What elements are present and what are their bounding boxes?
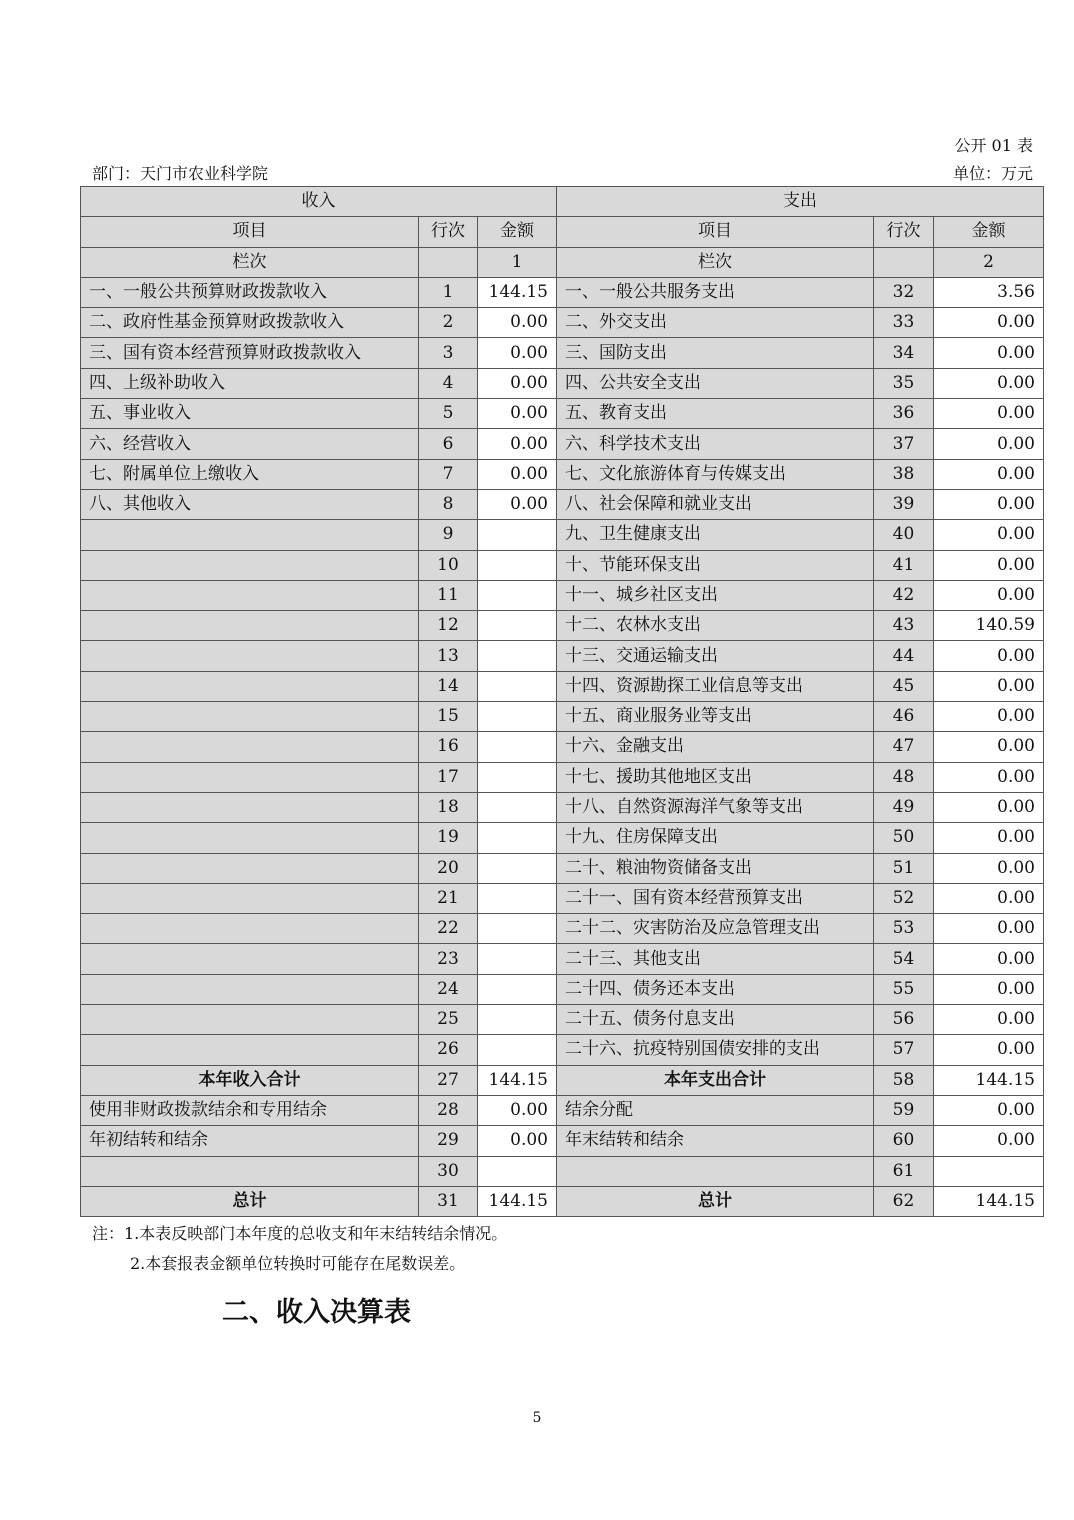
table-row — [81, 823, 1044, 853]
income-amount: 144.15 — [478, 277, 557, 307]
income-amount — [478, 1035, 557, 1065]
expense-item: 二十三、其他支出 — [557, 944, 874, 974]
expense-amount: 0.00 — [934, 853, 1044, 883]
table-row — [81, 641, 1044, 671]
expense-item: 十三、交通运输支出 — [557, 641, 874, 671]
expense-item: 二十、粮油物资储备支出 — [557, 853, 874, 883]
expense-amount: 0.00 — [934, 1035, 1044, 1065]
expense-line-no: 36 — [874, 399, 934, 429]
income-col-number: 1 — [478, 247, 557, 277]
table-row — [81, 762, 1044, 792]
income-item — [81, 762, 419, 792]
expense-item: 五、教育支出 — [557, 399, 874, 429]
table-row — [81, 1035, 1044, 1065]
income-line-no: 15 — [419, 702, 478, 732]
income-item — [81, 974, 419, 1004]
income-amount: 0.00 — [478, 489, 557, 519]
expense-amount: 0.00 — [934, 1005, 1044, 1035]
table-row — [81, 489, 1044, 519]
table-row — [81, 399, 1044, 429]
subtotal-row — [81, 1065, 1044, 1095]
expense-amount: 0.00 — [934, 399, 1044, 429]
table-row — [81, 974, 1044, 1004]
note-1: 注：1.本表反映部门本年度的总收支和年末结转结余情况。 — [92, 1224, 508, 1243]
income-line-no: 24 — [419, 974, 478, 1004]
table-row — [81, 368, 1044, 398]
expense-amount: 0.00 — [934, 671, 1044, 701]
expense-amount: 0.00 — [934, 459, 1044, 489]
form-number: 公开 01 表 — [954, 136, 1033, 155]
table-row — [81, 550, 1044, 580]
expense-amount: 0.00 — [934, 732, 1044, 762]
col-item-header: 项目 — [557, 217, 874, 247]
income-amount — [478, 611, 557, 641]
expense-line-no: 43 — [874, 611, 934, 641]
income-amount: 0.00 — [478, 399, 557, 429]
income-amount — [478, 671, 557, 701]
income-item: 年初结转和结余 — [81, 1126, 419, 1156]
income-line-no: 5 — [419, 399, 478, 429]
income-amount — [478, 792, 557, 822]
income-item — [81, 702, 419, 732]
income-item: 三、国有资本经营预算财政拨款收入 — [81, 338, 419, 368]
expense-item: 十二、农林水支出 — [557, 611, 874, 641]
income-line-no: 25 — [419, 1005, 478, 1035]
income-item — [81, 732, 419, 762]
income-item: 五、事业收入 — [81, 399, 419, 429]
expense-line-no: 60 — [874, 1126, 934, 1156]
expense-line-no: 38 — [874, 459, 934, 489]
expense-col-number: 2 — [934, 247, 1044, 277]
income-item: 本年收入合计 — [81, 1065, 419, 1095]
table-row — [81, 1005, 1044, 1035]
income-line-no: 30 — [419, 1156, 478, 1186]
col-line-header: 行次 — [874, 217, 934, 247]
col-line-header: 行次 — [419, 217, 478, 247]
expense-item: 二、外交支出 — [557, 308, 874, 338]
expense-line-no: 37 — [874, 429, 934, 459]
income-item — [81, 944, 419, 974]
income-amount: 0.00 — [478, 1126, 557, 1156]
table-row — [81, 883, 1044, 913]
table-row — [81, 1156, 1044, 1186]
income-line-no: 16 — [419, 732, 478, 762]
expense-line-no: 55 — [874, 974, 934, 1004]
expense-amount: 0.00 — [934, 580, 1044, 610]
expense-header: 支出 — [557, 187, 1044, 217]
table-row — [81, 338, 1044, 368]
income-line-no: 13 — [419, 641, 478, 671]
income-line-no: 23 — [419, 944, 478, 974]
income-item: 一、一般公共预算财政拨款收入 — [81, 277, 419, 307]
income-item — [81, 671, 419, 701]
expense-item: 十六、金融支出 — [557, 732, 874, 762]
table-row — [81, 792, 1044, 822]
expense-line-no: 50 — [874, 823, 934, 853]
expense-item: 九、卫生健康支出 — [557, 520, 874, 550]
expense-amount: 0.00 — [934, 308, 1044, 338]
income-amount — [478, 974, 557, 1004]
income-header: 收入 — [81, 187, 557, 217]
expense-line-no: 52 — [874, 883, 934, 913]
expense-amount: 0.00 — [934, 1126, 1044, 1156]
expense-amount: 0.00 — [934, 429, 1044, 459]
table-row — [81, 580, 1044, 610]
expense-amount: 0.00 — [934, 641, 1044, 671]
income-item — [81, 823, 419, 853]
income-line-no: 3 — [419, 338, 478, 368]
income-amount: 0.00 — [478, 429, 557, 459]
expense-amount — [934, 1156, 1044, 1186]
expense-line-no: 59 — [874, 1095, 934, 1125]
income-line-no: 22 — [419, 914, 478, 944]
expense-line-no: 53 — [874, 914, 934, 944]
income-amount — [478, 823, 557, 853]
total-row — [81, 1186, 1044, 1216]
expense-line-no: 42 — [874, 580, 934, 610]
income-line-no: 31 — [419, 1186, 478, 1216]
table-row — [81, 1126, 1044, 1156]
expense-item: 四、公共安全支出 — [557, 368, 874, 398]
income-amount — [478, 702, 557, 732]
income-line-no: 2 — [419, 308, 478, 338]
col-amount-header: 金额 — [478, 217, 557, 247]
expense-amount: 144.15 — [934, 1065, 1044, 1095]
section-title: 二、收入决算表 — [222, 1297, 411, 1328]
expense-amount: 0.00 — [934, 1095, 1044, 1125]
col-item-header: 项目 — [81, 217, 419, 247]
income-item — [81, 883, 419, 913]
expense-line-no: 47 — [874, 732, 934, 762]
index-blank — [874, 247, 934, 277]
page-number: 5 — [532, 1410, 542, 1426]
income-item: 七、附属单位上缴收入 — [81, 459, 419, 489]
income-line-no: 9 — [419, 520, 478, 550]
expense-line-no: 62 — [874, 1186, 934, 1216]
expense-amount: 0.00 — [934, 489, 1044, 519]
income-item — [81, 1035, 419, 1065]
income-line-no: 11 — [419, 580, 478, 610]
expense-item: 六、科学技术支出 — [557, 429, 874, 459]
table-row — [81, 611, 1044, 641]
income-expense-table — [80, 186, 1044, 1217]
table-row — [81, 520, 1044, 550]
income-line-no: 28 — [419, 1095, 478, 1125]
table-group-header-row — [81, 187, 1044, 217]
expense-line-no: 54 — [874, 944, 934, 974]
expense-item: 二十四、债务还本支出 — [557, 974, 874, 1004]
income-item — [81, 914, 419, 944]
expense-item: 十八、自然资源海洋气象等支出 — [557, 792, 874, 822]
table-row — [81, 853, 1044, 883]
income-amount — [478, 853, 557, 883]
income-amount — [478, 1156, 557, 1186]
income-amount: 0.00 — [478, 459, 557, 489]
expense-amount: 0.00 — [934, 368, 1044, 398]
table-row — [81, 429, 1044, 459]
expense-item: 总计 — [557, 1186, 874, 1216]
expense-item — [557, 1156, 874, 1186]
income-item — [81, 611, 419, 641]
income-item — [81, 1005, 419, 1035]
expense-amount: 0.00 — [934, 944, 1044, 974]
expense-amount: 0.00 — [934, 883, 1044, 913]
income-line-no: 10 — [419, 550, 478, 580]
expense-amount: 0.00 — [934, 823, 1044, 853]
income-line-no: 21 — [419, 883, 478, 913]
expense-item: 十九、住房保障支出 — [557, 823, 874, 853]
income-item — [81, 550, 419, 580]
index-blank — [419, 247, 478, 277]
col-amount-header: 金额 — [934, 217, 1044, 247]
income-line-no: 4 — [419, 368, 478, 398]
income-amount — [478, 944, 557, 974]
expense-line-no: 49 — [874, 792, 934, 822]
income-amount: 144.15 — [478, 1186, 557, 1216]
expense-line-no: 40 — [874, 520, 934, 550]
table-column-header-row — [81, 217, 1044, 247]
expense-item: 十四、资源勘探工业信息等支出 — [557, 671, 874, 701]
income-line-no: 14 — [419, 671, 478, 701]
income-line-no: 7 — [419, 459, 478, 489]
income-item: 四、上级补助收入 — [81, 368, 419, 398]
expense-line-no: 58 — [874, 1065, 934, 1095]
expense-amount: 0.00 — [934, 338, 1044, 368]
table-row — [81, 914, 1044, 944]
expense-amount: 140.59 — [934, 611, 1044, 641]
income-line-no: 26 — [419, 1035, 478, 1065]
expense-amount: 144.15 — [934, 1186, 1044, 1216]
income-amount — [478, 550, 557, 580]
note-2: 2.本套报表金额单位转换时可能存在尾数误差。 — [130, 1254, 466, 1273]
income-item — [81, 1156, 419, 1186]
expense-amount: 0.00 — [934, 762, 1044, 792]
table-row — [81, 702, 1044, 732]
table-index-row — [81, 247, 1044, 277]
expense-line-no: 35 — [874, 368, 934, 398]
expense-item: 十、节能环保支出 — [557, 550, 874, 580]
income-item: 二、政府性基金预算财政拨款收入 — [81, 308, 419, 338]
expense-amount: 0.00 — [934, 914, 1044, 944]
expense-line-no: 41 — [874, 550, 934, 580]
income-amount — [478, 883, 557, 913]
expense-item: 二十二、灾害防治及应急管理支出 — [557, 914, 874, 944]
expense-amount: 0.00 — [934, 974, 1044, 1004]
expense-line-no: 44 — [874, 641, 934, 671]
expense-amount: 0.00 — [934, 702, 1044, 732]
expense-amount: 0.00 — [934, 550, 1044, 580]
expense-line-no: 56 — [874, 1005, 934, 1035]
expense-amount: 0.00 — [934, 792, 1044, 822]
income-line-no: 29 — [419, 1126, 478, 1156]
income-item — [81, 853, 419, 883]
expense-line-no: 51 — [874, 853, 934, 883]
income-amount — [478, 914, 557, 944]
expense-item: 二十一、国有资本经营预算支出 — [557, 883, 874, 913]
income-amount: 0.00 — [478, 368, 557, 398]
income-line-no: 6 — [419, 429, 478, 459]
income-line-no: 17 — [419, 762, 478, 792]
income-amount: 0.00 — [478, 308, 557, 338]
expense-item: 结余分配 — [557, 1095, 874, 1125]
income-item — [81, 520, 419, 550]
expense-item: 十七、援助其他地区支出 — [557, 762, 874, 792]
income-line-no: 20 — [419, 853, 478, 883]
table-row — [81, 459, 1044, 489]
income-amount: 0.00 — [478, 338, 557, 368]
income-amount — [478, 580, 557, 610]
expense-item: 二十五、债务付息支出 — [557, 1005, 874, 1035]
expense-amount: 0.00 — [934, 520, 1044, 550]
table-row — [81, 732, 1044, 762]
table-row — [81, 944, 1044, 974]
income-line-no: 8 — [419, 489, 478, 519]
index-label: 栏次 — [81, 247, 419, 277]
income-line-no: 27 — [419, 1065, 478, 1095]
expense-line-no: 61 — [874, 1156, 934, 1186]
income-amount — [478, 1005, 557, 1035]
department-label: 部门：天门市农业科学院 — [92, 164, 269, 183]
income-item: 使用非财政拨款结余和专用结余 — [81, 1095, 419, 1125]
expense-line-no: 39 — [874, 489, 934, 519]
income-line-no: 12 — [419, 611, 478, 641]
income-item — [81, 641, 419, 671]
income-amount — [478, 732, 557, 762]
income-amount: 0.00 — [478, 1095, 557, 1125]
expense-line-no: 45 — [874, 671, 934, 701]
income-item: 八、其他收入 — [81, 489, 419, 519]
expense-amount: 3.56 — [934, 277, 1044, 307]
expense-item: 一、一般公共服务支出 — [557, 277, 874, 307]
expense-item: 三、国防支出 — [557, 338, 874, 368]
expense-line-no: 33 — [874, 308, 934, 338]
table-row — [81, 308, 1044, 338]
income-item — [81, 580, 419, 610]
income-item: 六、经营收入 — [81, 429, 419, 459]
expense-item: 年末结转和结余 — [557, 1126, 874, 1156]
income-amount — [478, 641, 557, 671]
income-line-no: 18 — [419, 792, 478, 822]
income-line-no: 19 — [419, 823, 478, 853]
expense-line-no: 32 — [874, 277, 934, 307]
expense-item: 十一、城乡社区支出 — [557, 580, 874, 610]
expense-item: 七、文化旅游体育与传媒支出 — [557, 459, 874, 489]
income-item: 总计 — [81, 1186, 419, 1216]
income-amount: 144.15 — [478, 1065, 557, 1095]
expense-item: 十五、商业服务业等支出 — [557, 702, 874, 732]
expense-line-no: 46 — [874, 702, 934, 732]
table-row — [81, 1095, 1044, 1125]
table-row — [81, 277, 1044, 307]
income-line-no: 1 — [419, 277, 478, 307]
expense-item: 二十六、抗疫特别国债安排的支出 — [557, 1035, 874, 1065]
index-label: 栏次 — [557, 247, 874, 277]
income-item — [81, 792, 419, 822]
expense-line-no: 34 — [874, 338, 934, 368]
expense-line-no: 48 — [874, 762, 934, 792]
income-amount — [478, 762, 557, 792]
expense-item: 本年支出合计 — [557, 1065, 874, 1095]
table-row — [81, 671, 1044, 701]
expense-item: 八、社会保障和就业支出 — [557, 489, 874, 519]
expense-line-no: 57 — [874, 1035, 934, 1065]
income-amount — [478, 520, 557, 550]
unit-label: 单位：万元 — [952, 164, 1033, 183]
